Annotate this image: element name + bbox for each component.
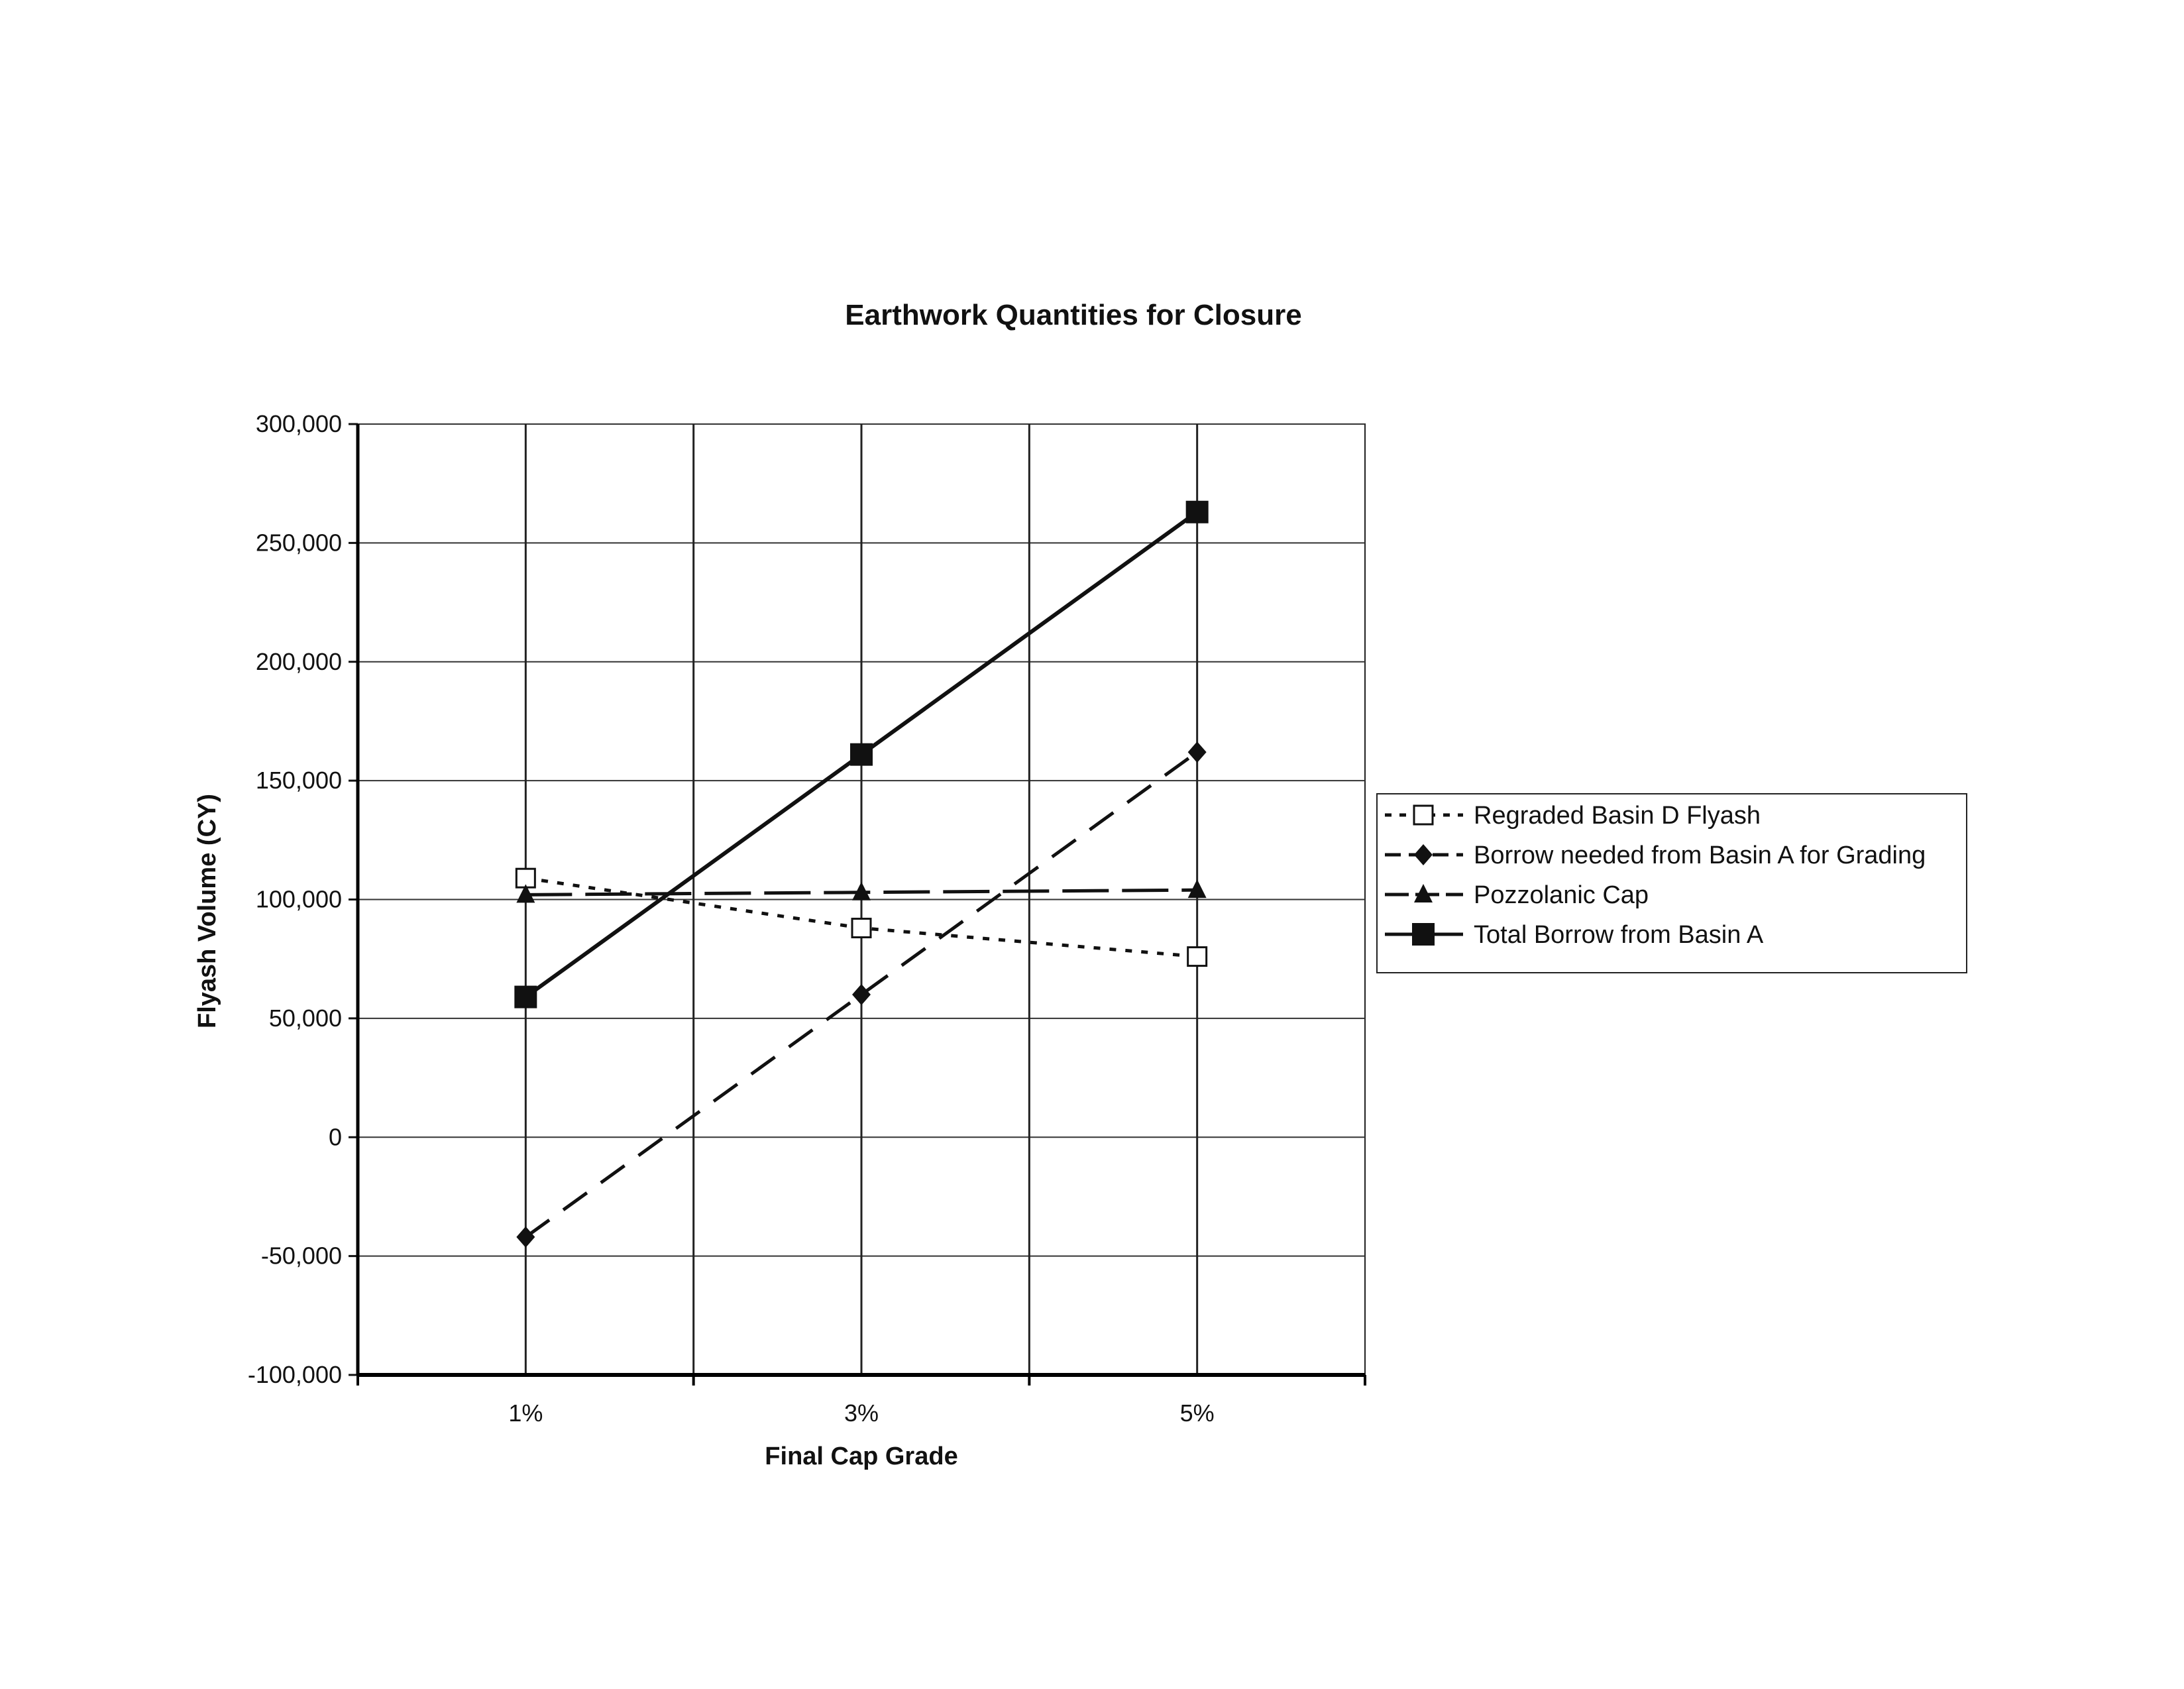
legend-marker: [1413, 924, 1434, 945]
y-tick-label: -50,000: [260, 1242, 342, 1270]
y-tick-label: 150,000: [255, 767, 342, 794]
y-tick-label: 100,000: [255, 885, 342, 913]
legend-label: Regraded Basin D Flyash: [1474, 802, 1761, 830]
x-axis-title: Final Cap Grade: [765, 1443, 958, 1470]
legend-marker: [1414, 806, 1433, 824]
legend: [1377, 794, 1967, 973]
y-tick-label: 300,000: [255, 410, 342, 437]
x-tick-label: 3%: [844, 1399, 879, 1427]
x-tick-label: 1%: [508, 1399, 543, 1427]
legend-label: Borrow needed from Basin A for Grading: [1474, 842, 1926, 869]
data-point: [1188, 741, 1207, 763]
data-point: [1187, 502, 1208, 523]
data-point: [515, 987, 536, 1008]
x-tick-label: 5%: [1179, 1399, 1215, 1427]
legend-label: Pozzolanic Cap: [1474, 881, 1649, 909]
y-tick-label: -100,000: [247, 1361, 342, 1388]
y-tick-label: 250,000: [255, 529, 342, 557]
y-axis-title: Flyash Volume (CY): [193, 793, 221, 1029]
data-point: [516, 1226, 535, 1248]
data-point: [852, 984, 871, 1005]
chart-title: Earthwork Quantities for Closure: [845, 299, 1302, 331]
legend-label: Total Borrow from Basin A: [1474, 921, 1764, 949]
data-point: [852, 919, 871, 938]
y-tick-label: 0: [328, 1123, 342, 1151]
y-tick-label: 200,000: [255, 647, 342, 675]
data-point: [1188, 948, 1207, 966]
y-tick-label: 50,000: [268, 1004, 342, 1032]
data-point: [851, 744, 872, 765]
